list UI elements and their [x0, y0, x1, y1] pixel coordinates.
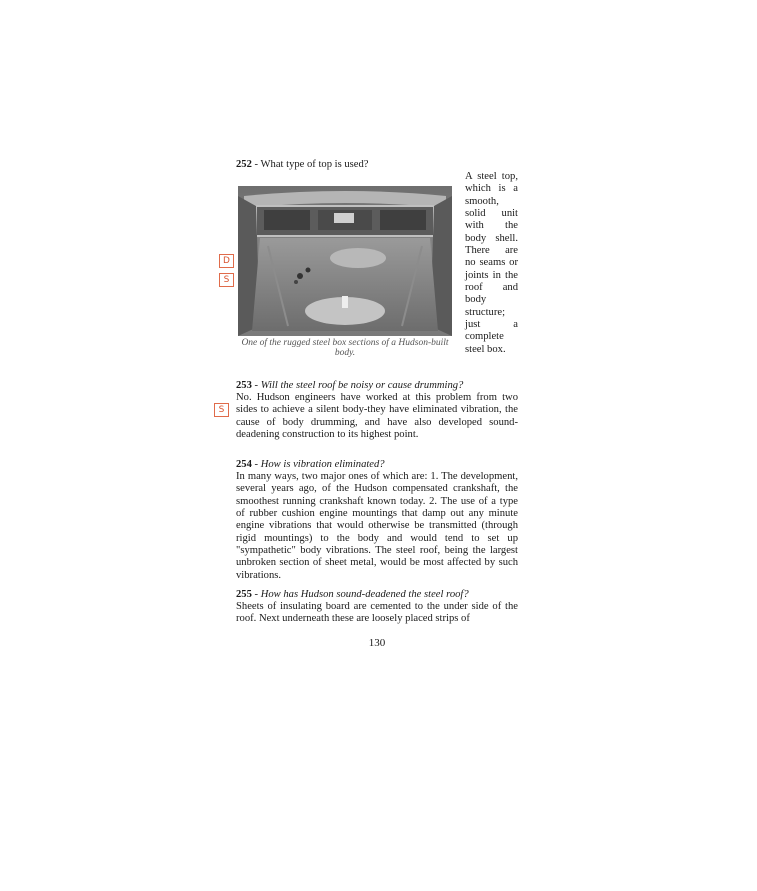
page-number: 130	[368, 637, 386, 649]
question-number: 253	[236, 380, 252, 391]
answer-253: No. Hudson engineers have worked at this problem from two sides to achieve a silent body-they have eliminated vibration, the cause of body drumming, and have also developed sound-deadening construction to its highest point.	[236, 392, 518, 441]
question-252	[236, 158, 369, 171]
section-254	[236, 458, 518, 582]
question-text: - Will the steel roof be noisy or cause drumming?	[254, 380, 464, 391]
question-text: - How is vibration eliminated?	[254, 459, 385, 470]
margin-marker-d: D	[219, 254, 234, 268]
question-number: 255	[236, 589, 252, 600]
answer-252: A steel top, which is a smooth, solid unit with the body shell. There are no seams or joints in the roof and body structure; just a complete steel box.	[465, 171, 518, 355]
photo-caption: One of the rugged steel box sections of a Hudson-built body.	[241, 338, 449, 358]
margin-marker-s: S	[214, 403, 229, 417]
question-number: 252	[236, 159, 252, 170]
answer-255: Sheets of insulating board are cemented to the under side of the roof. Next underneath these are loosely placed strips of	[236, 601, 518, 625]
section-255	[236, 588, 518, 626]
car-body-photo	[238, 186, 452, 358]
question-text: - How has Hudson sound-deadened the steel roof?	[254, 589, 469, 600]
answer-254: In many ways, two major ones of which are: 1. The development, several years ago, of the Hudson compensated crankshaft, the smoothest running crankshaft known today. 2. The use of a type of rubber cushion engine mountings that damp out any minute engine vibrations that would otherwise be transmitted (through rigid mountings) to the body and would tend to set up "sympathetic" body vibrations. The steel roof, being the largest unbroken section of sheet metal, would be most affected by such vibrations.	[236, 471, 518, 581]
question-text: - What type of top is used?	[254, 159, 369, 170]
steel-body-interior-photo	[238, 186, 452, 336]
question-253	[236, 379, 518, 392]
question-254	[236, 458, 518, 471]
section-253	[236, 379, 518, 441]
question-number: 254	[236, 459, 252, 470]
question-255	[236, 588, 518, 601]
margin-marker-s: S	[219, 273, 234, 287]
